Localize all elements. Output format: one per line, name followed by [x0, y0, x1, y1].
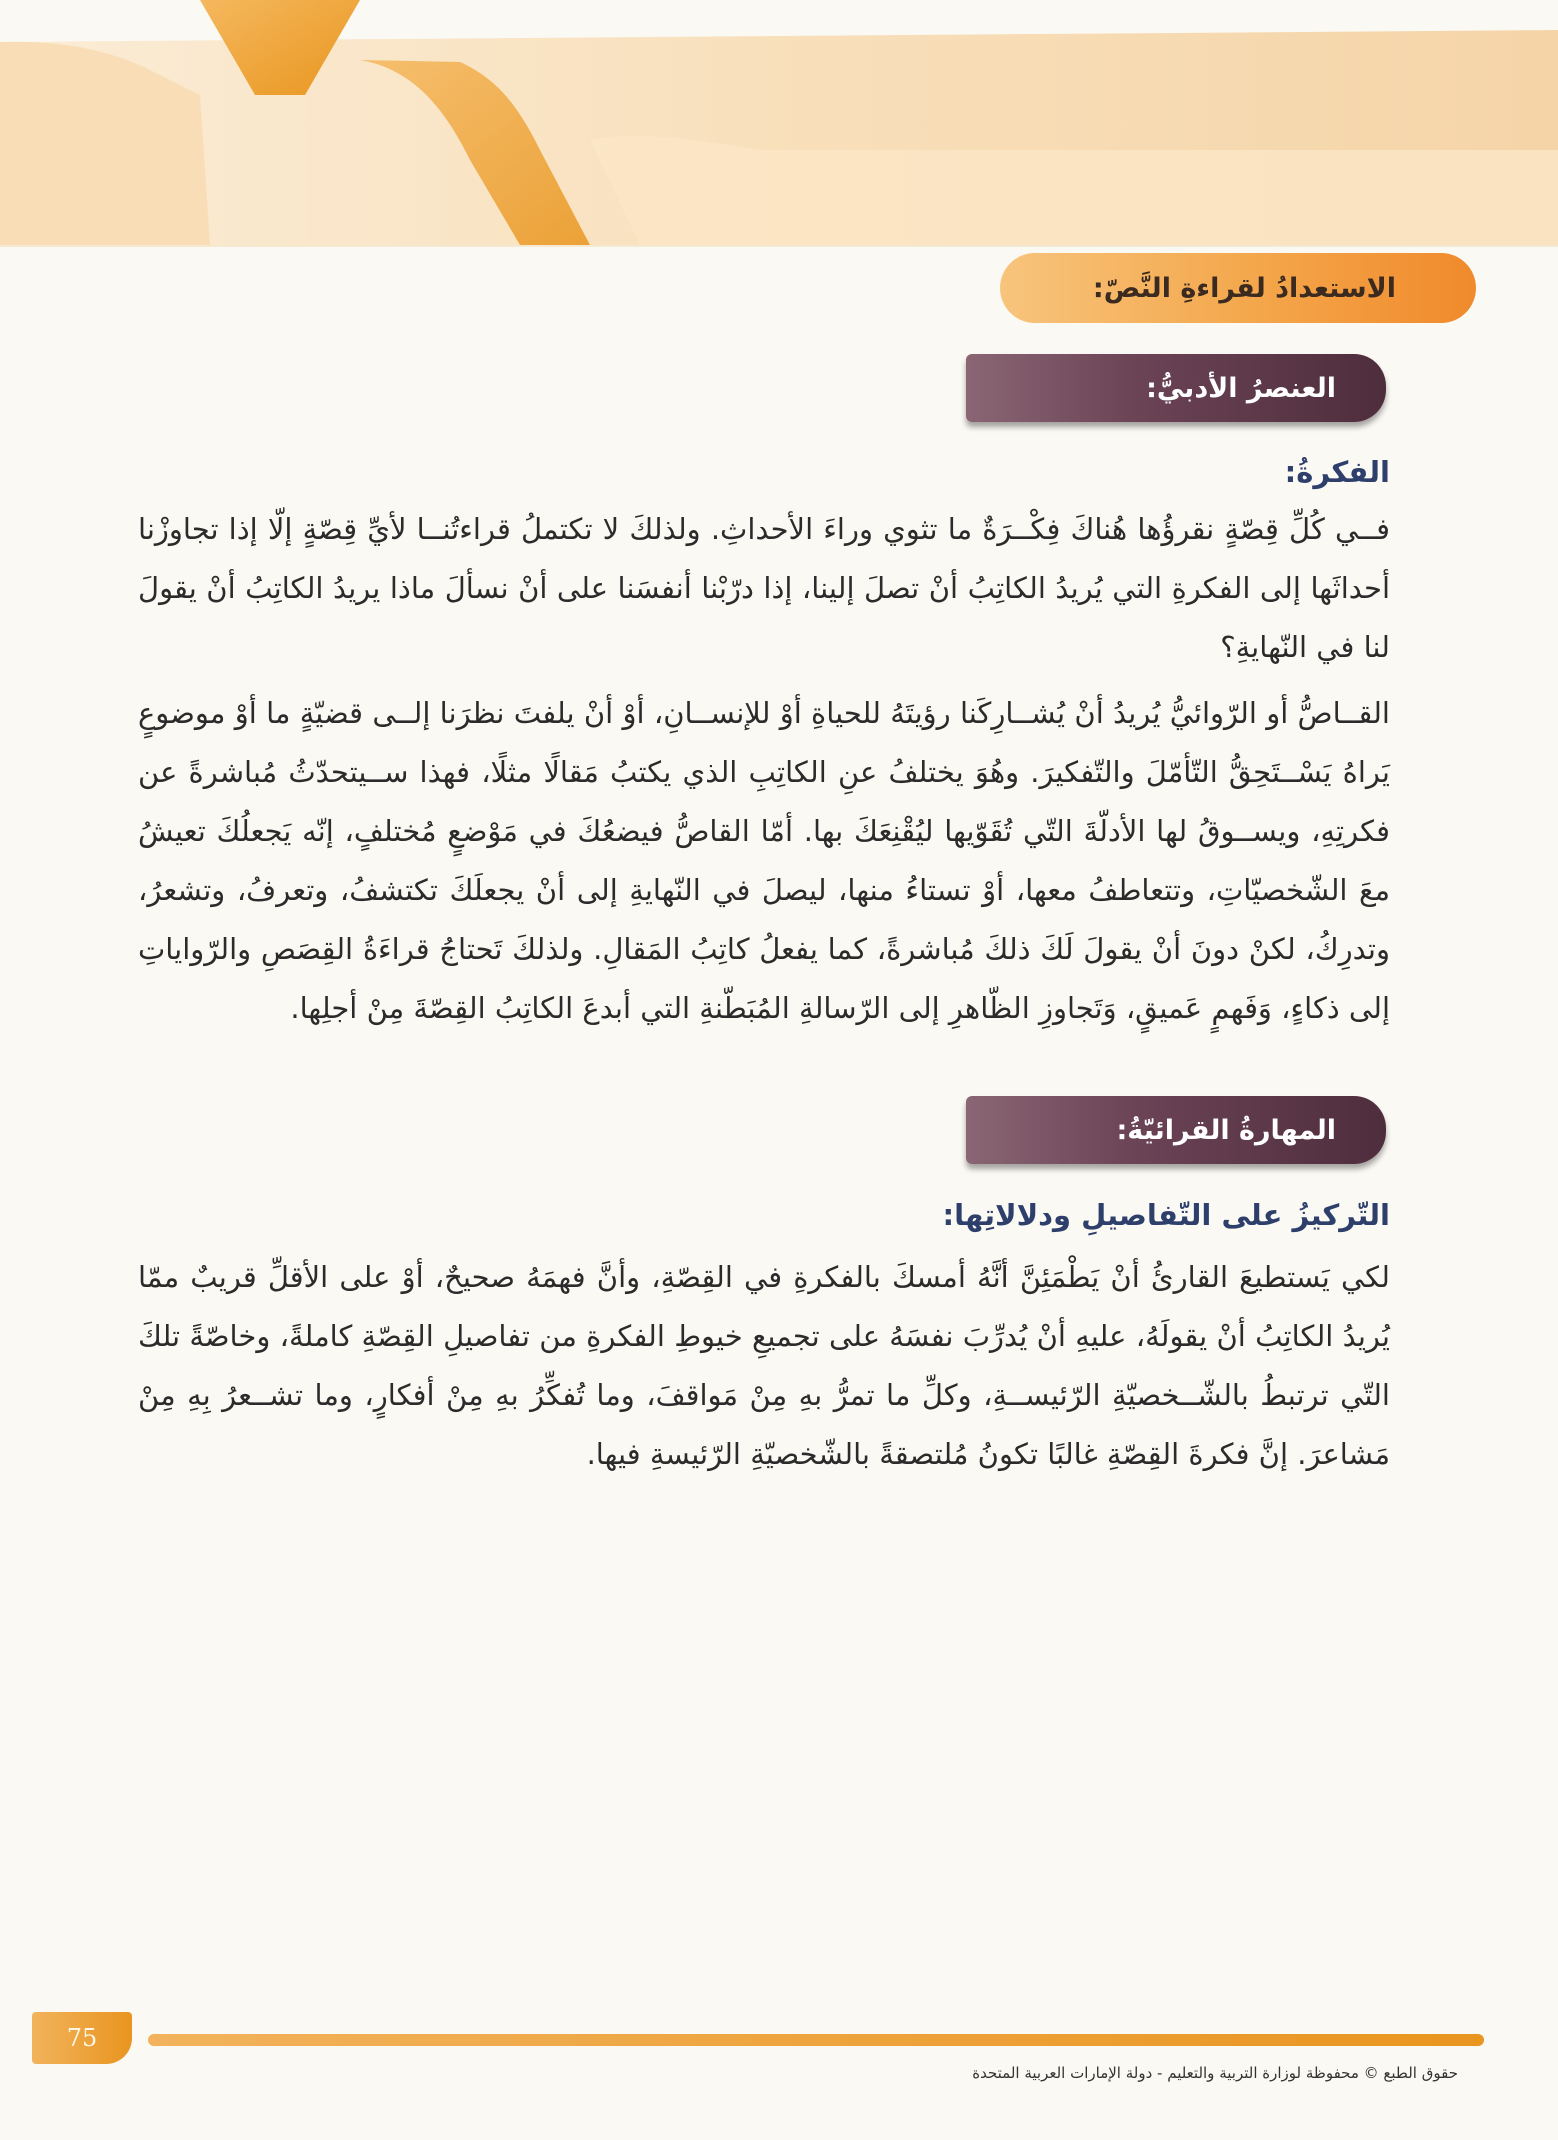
idea-subheading: الفكرةُ: — [1284, 455, 1390, 489]
footer-bar — [148, 2034, 1484, 2046]
idea-paragraph-1: فــي كُلِّ قِصّةٍ نقرؤُها هُناكَ فِكْــرَةٌ ما تثوي وراءَ الأحداثِ. ولذلكَ لا تكتملُ قراءتُنــا لأيِّ قِصّةٍ إلّا إذا تجاوزْنا أحداثَها إلى الفكرةِ التي يُريدُ الكاتِبُ أنْ تصلَ إلينا، إذا درّبْنا أنفسَنا على أنْ نسألَ ماذا يريدُ الكاتِبُ أنْ يقولَ لنا في النّهايةِ؟ — [138, 512, 1390, 664]
reading-skill-title: المهارةُ القرائيّةُ: — [1116, 1114, 1336, 1146]
page-number-badge — [32, 2012, 132, 2064]
literary-element-band — [966, 354, 1386, 422]
reading-skill-band — [966, 1096, 1386, 1164]
idea-paragraph-2: القــاصُّ أو الرّوائيُّ يُريدُ أنْ يُشــارِكَنا رؤيتَهُ للحياةِ أوْ للإنســانِ، أوْ أنْ يلفتَ نظرَنا إلــى قضيّةٍ ما أوْ موضوعٍ يَراهُ يَسْــتَحِقُّ التّأمّلَ والتّفكيرَ. وهُوَ يختلفُ عنِ الكاتِبِ الذي يكتبُ مَقالًا مثلًا، فهذا ســيتحدّثُ مُباشرةً عن فكرتِهِ، ويســوقُ لها الأدلّةَ التّي تُقَوّيها ليُقْنِعَكَ بها. أمّا القاصُّ فيضعُكَ في مَوْضعٍ مُختلفٍ، إنّه يَجعلُكَ تعيشُ معَ الشّخصيّاتِ، وتتعاطفُ معها، أوْ تستاءُ منها، ليصلَ في النّهايةِ إلى أنْ يجعلَكَ تكتشفُ، وتعرفُ، وتشعرُ، وتدرِكُ، لكنْ دونَ أنْ يقولَ لَكَ ذلكَ مُباشرةً، كما يفعلُ كاتِبُ المَقالِ. ولذلكَ تَحتاجُ قراءَةُ القِصَصِ والرّواياتِ إلى ذكاءٍ، وَفَهمٍ عَميقٍ، وَتَجاوزِ الظّاهرِ إلى الرّسالةِ المُبَطّنةِ التي أبدعَ الكاتِبُ القِصّةَ مِنْ أجلِها. — [138, 696, 1390, 1025]
details-subheading: التّركيزُ على التّفاصيلِ ودلالاتِها: — [942, 1198, 1390, 1232]
page-number: 75 — [66, 2024, 98, 2052]
section-header-text: الاستعدادُ لقراءةِ النَّصّ: — [1092, 272, 1396, 304]
section-header-pill — [1000, 253, 1476, 323]
literary-element-title: العنصرُ الأدبيُّ: — [1146, 372, 1336, 404]
details-paragraph: لكي يَستطيعَ القارئُ أنْ يَطْمَئِنَّ أنَّهُ أمسكَ بالفكرةِ في القِصّةِ، وأنَّ فهمَهُ صحيحٌ، أوْ على الأقلِّ قريبٌ ممّا يُريدُ الكاتِبُ أنْ يقولَهُ، عليهِ أنْ يُدرِّبَ نفسَهُ على تجميعِ خيوطِ الفكرةِ من تفاصيلِ القِصّةِ كاملةً، وخاصّةً تلكَ التّي ترتبطُ بالشّــخصيّةِ الرّئيســةِ، وكلِّ ما تمرُّ بهِ مِنْ مَواقفَ، وما تُفكِّرُ بهِ مِنْ أفكارٍ، وما تشــعرُ بِهِ مِنْ مَشاعرَ. إنَّ فكرةَ القِصّةِ غالبًا تكونُ مُلتصقةً بالشّخصيّةِ الرّئيسةِ فيها. — [138, 1260, 1390, 1471]
copyright-notice: حقوق الطبع © محفوظة لوزارة التربية والتعليم - دولة الإمارات العربية المتحدة — [972, 2064, 1458, 2082]
